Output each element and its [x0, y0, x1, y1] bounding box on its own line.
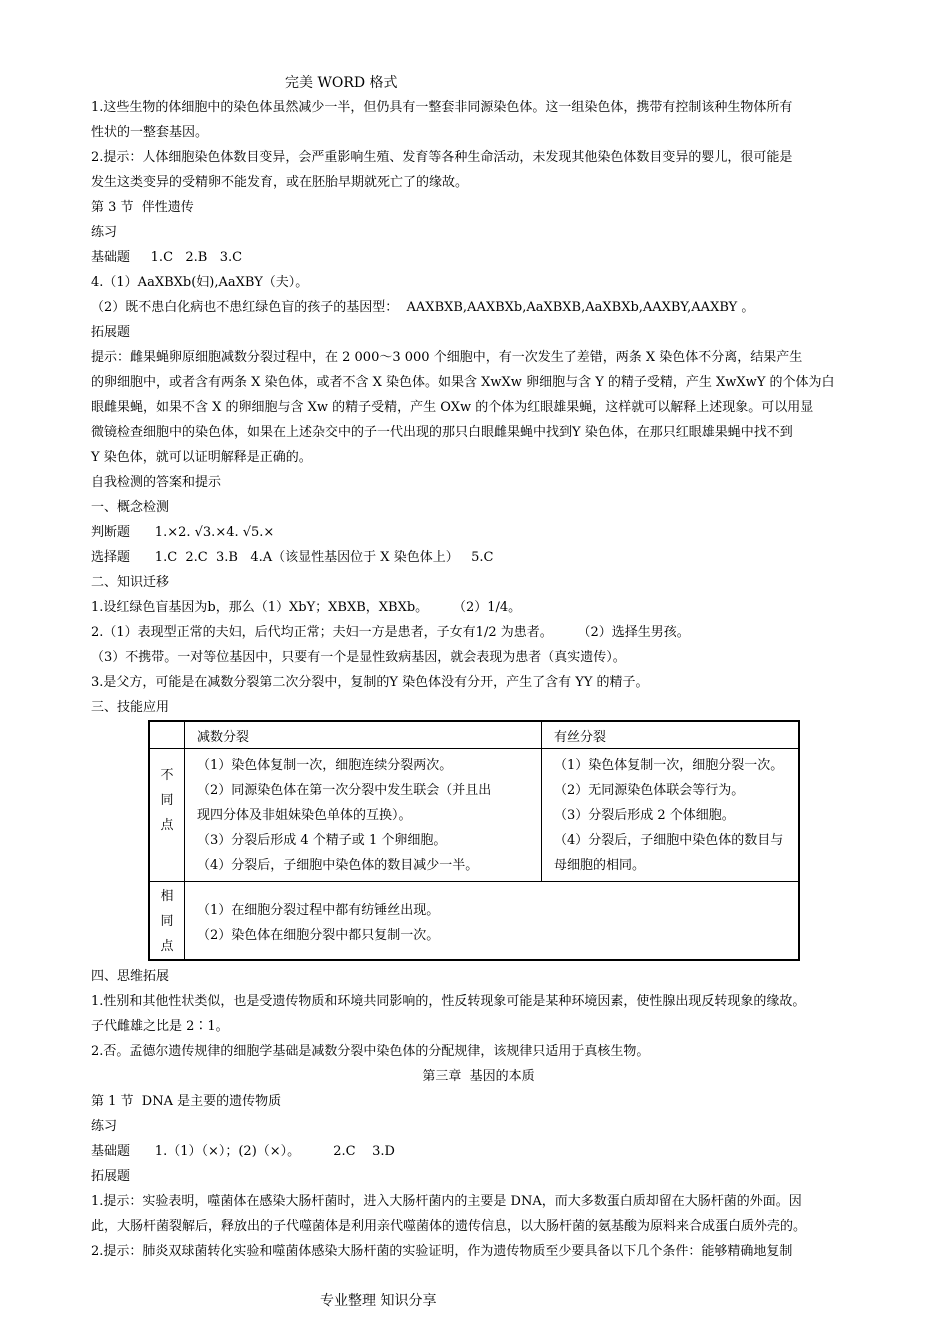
answer-line: 基础题 1.（1）（×）；(2)（×）。 2.C 3.D: [91, 1144, 395, 1159]
row-label-char: 相: [160, 889, 174, 904]
paragraph-line: 子代雌雄之比是 2∶1。: [91, 1019, 229, 1034]
answer-line: 选择题 1.C 2.C 3.B 4.A（该显性基因位于 X 染色体上） 5.C: [91, 550, 494, 565]
table-cell-line: （1）在细胞分裂过程中都有纺锤丝出现。: [197, 903, 440, 918]
paragraph-line: 1.这些生物的体细胞中的染色体虽然减少一半，但仍具有一整套非同源染色体。这一组染色体，携带有控制该种生物体所有: [91, 100, 793, 115]
row-label-similarities: [149, 882, 185, 961]
answer-line: 3.是父方，可能是在减数分裂第二次分裂中，复制的Y 染色体没有分开，产生了含有 YY 的精子。: [91, 675, 649, 690]
table-cell-line: （3）分裂后形成 4 个精子或 1 个卵细胞。: [197, 833, 447, 848]
paragraph-line: 性状的一整套基因。: [91, 125, 209, 140]
row-label-char: 点: [160, 818, 174, 833]
paragraph-line: 眼雌果蝇，如果不含 X 的卵细胞与含 Xw 的精子受精，产生 OXw 的个体为红眼雄果蝇，这样就可以解释上述现象。可以用显: [91, 400, 814, 415]
subheading: 四、思维拓展: [91, 969, 170, 984]
table-cell-line: （1）染色体复制一次，细胞连续分裂两次。: [197, 758, 453, 773]
subheading: 练习: [91, 1119, 118, 1134]
table-corner-cell: [149, 721, 185, 749]
answer-line: （3）不携带。一对等位基因中，只要有一个是显性致病基因，就会表现为患者（真实遗传）。: [91, 650, 626, 665]
paragraph-line: 微镜检查细胞中的染色体，如果在上述杂交中的子一代出现的那只白眼雌果蝇中找到Y 染色体，在那只红眼雄果蝇中找不到: [91, 425, 793, 440]
answer-line: 1.设红绿色盲基因为b，那么（1）XbY；XBXB，XBXb。 （2）1/4。: [91, 600, 522, 615]
table-cell-line: （2）同源染色体在第一次分裂中发生联会（并且出: [197, 783, 492, 798]
row-label-char: 同: [160, 793, 174, 808]
paragraph-line: 的卵细胞中，或者含有两条 X 染色体，或者不含 X 染色体。如果含 XwXw 卵细胞与含 Y 的精子受精，产生 XwXwY 的个体为白: [91, 375, 835, 390]
paragraph-line: Y 染色体，就可以证明解释是正确的。: [91, 450, 312, 465]
page-header: 完美 WORD 格式: [285, 75, 398, 91]
table-cell-line: （1）染色体复制一次，细胞分裂一次。: [554, 758, 784, 773]
document-body: [91, 95, 866, 1264]
paragraph-line: 1.性别和其他性状类似，也是受遗传物质和环境共同影响的，性反转现象可能是某种环境因素，使性腺出现反转现象的缘故。: [91, 994, 806, 1009]
answer-line: 2.（1）表现型正常的夫妇，后代均正常；夫妇一方是患者，子女有1/2 为患者。 （2）选择生男孩。: [91, 625, 690, 640]
section-heading: 第 1 节 DNA 是主要的遗传物质: [91, 1094, 282, 1109]
subheading: 拓展题: [91, 325, 131, 340]
section-bottom: [91, 964, 866, 1264]
chapter-title: 第三章 基因的本质: [422, 1069, 535, 1084]
table-cell-line: 现四分体及非姐妹染色单体的互换）。: [197, 808, 412, 823]
section-top: [91, 95, 866, 720]
table-cell-line: （4）分裂后，子细胞中染色体的数目与: [554, 833, 784, 848]
section-heading: 自我检测的答案和提示: [91, 475, 222, 490]
row-label-differences: [149, 749, 185, 882]
subheading: 三、技能应用: [91, 700, 170, 715]
table-cell-line: （2）无同源染色体联会等行为。: [554, 783, 745, 798]
row-label-char: 点: [160, 939, 174, 954]
answer-line: 基础题 1.C 2.B 3.C: [91, 250, 243, 265]
paragraph-line: 2.否。孟德尔遗传规律的细胞学基础是减数分裂中染色体的分配规律，该规律只适用于真核生物。: [91, 1044, 650, 1059]
answer-line: （2）既不患白化病也不患红绿色盲的孩子的基因型： AAXBXB,AAXBXb,AaXBXB,AaXBXb,AAXBY,AAXBY 。: [91, 300, 755, 315]
paragraph-line: 2.提示：人体细胞染色体数目变异，会严重影响生殖、发育等各种生命活动，未发现其他染色体数目变异的婴儿，很可能是: [91, 150, 793, 165]
paragraph-line: 发生这类变异的受精卵不能发育，或在胚胎早期就死亡了的缘故。: [91, 175, 469, 190]
subheading: 练习: [91, 225, 118, 240]
cell-mitosis-differences: [542, 749, 800, 882]
subheading: 拓展题: [91, 1169, 131, 1184]
paragraph-line: 1.提示：实验表明，噬菌体在感染大肠杆菌时，进入大肠杆菌内的主要是 DNA，而大多数蛋白质却留在大肠杆菌的外面。因: [91, 1194, 802, 1209]
page-footer: 专业整理 知识分享: [320, 1293, 437, 1309]
subheading: 二、知识迁移: [91, 575, 170, 590]
row-label-char: 不: [160, 768, 174, 783]
section-heading: 第 3 节 伴性遗传: [91, 200, 194, 215]
subheading: 一、概念检测: [91, 500, 170, 515]
table-row-similarities: [149, 882, 799, 961]
answer-line: 4.（1）AaXBXb(妇),AaXBY（夫）。: [91, 275, 309, 290]
table-header-mitosis: 有丝分裂: [542, 721, 800, 749]
table-cell-line: （3）分裂后形成 2 个体细胞。: [554, 808, 735, 823]
table-cell-line: 母细胞的相同。: [554, 858, 646, 873]
table-cell-line: （2）染色体在细胞分裂中都只复制一次。: [197, 928, 440, 943]
row-label-char: 同: [160, 914, 174, 929]
table-cell-line: （4）分裂后，子细胞中染色体的数目减少一半。: [197, 858, 479, 873]
paragraph-line: 此，大肠杆菌裂解后，释放出的子代噬菌体是利用亲代噬菌体的遗传信息，以大肠杆菌的氨基酸为原料来合成蛋白质外壳的。: [91, 1219, 807, 1234]
paragraph-line: 提示：雌果蝇卵原细胞减数分裂过程中，在 2 000～3 000 个细胞中，有一次发生了差错，两条 X 染色体不分离，结果产生: [91, 350, 803, 365]
answer-line: 判断题 1.×2. √3.×4. √5.×: [91, 525, 275, 540]
comparison-table: [148, 720, 800, 961]
table-row-differences: [149, 749, 799, 882]
table-header-meiosis: 减数分裂: [185, 721, 542, 749]
cell-meiosis-differences: [185, 749, 542, 882]
table-header-row: [149, 721, 799, 749]
paragraph-line: 2.提示：肺炎双球菌转化实验和噬菌体感染大肠杆菌的实验证明，作为遗传物质至少要具备以下几个条件：能够精确地复制: [91, 1244, 793, 1259]
cell-similarities: [185, 882, 800, 961]
